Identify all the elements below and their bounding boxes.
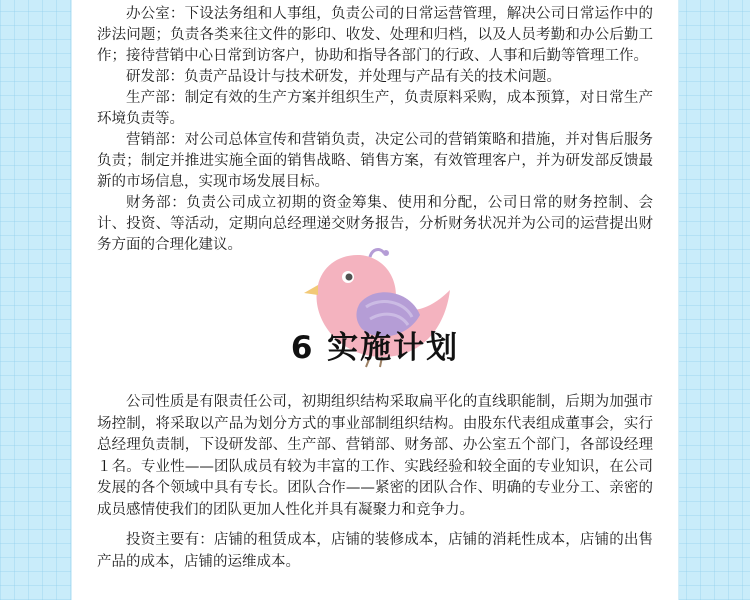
paragraph-rnd: 研发部：负责产品设计与技术研发，并处理与产品有关的技术问题。 (126, 69, 561, 85)
paragraph-company-structure: 公司性质是有限责任公司，初期组织结构采取扁平化的直线职能制，后期为加强市场控制，将采取以产品为划分方式的事业部制组织结构。由股东代表组成董事会，实行总经理负责制，下设研发部、生产部、营销部、财务部、办公室五个部门，各部设经理１名。专业性——团队成员有较为丰富的工作、实践经验和较全面的专业知识，在公司发展的各个领域中具有专长。团队合作——紧密的团队合作、明确的专业分工、亲密的成员感情使我们的团队更加人性化并具有凝聚力和竞争力。 (97, 394, 653, 518)
bottom-text-block (97, 392, 653, 573)
top-text-block (97, 4, 653, 256)
paragraph-production: 生产部：制定有效的生产方案并组织生产，负责原料采购，成本预算，对日常生产环境负责等。 (97, 90, 653, 127)
paragraph-finance: 财务部：负责公司成立初期的资金筹集、使用和分配，公司日常的财务控制、会计、投资、等活动，定期向总经理递交财务报告，分析财务状况并为公司的运营提出财务方面的合理化建议。 (97, 195, 653, 253)
paragraph-investment: 投资主要有：店铺的租赁成本，店铺的装修成本，店铺的消耗性成本，店铺的出售产品的成本，店铺的运维成本。 (97, 532, 653, 570)
section-heading: 6 实施计划 (290, 330, 460, 366)
paragraph-office: 办公室：下设法务组和人事组，负责公司的日常运营管理，解决公司日常运作中的涉法问题；负责各类来往文件的影印、收发、处理和归档，以及人员考勤和办公后勤工作；接待营销中心日常到访客户，协助和指导各部门的行政、人事和后勤等管理工作。 (97, 6, 653, 64)
paragraph-marketing: 营销部：对公司总体宣传和营销负责，决定公司的营销策略和措施，并对售后服务负责；制定并推进实施全面的销售战略、销售方案，有效管理客户，并为研发部反馈最新的市场信息，实现市场发展目标。 (97, 132, 653, 190)
